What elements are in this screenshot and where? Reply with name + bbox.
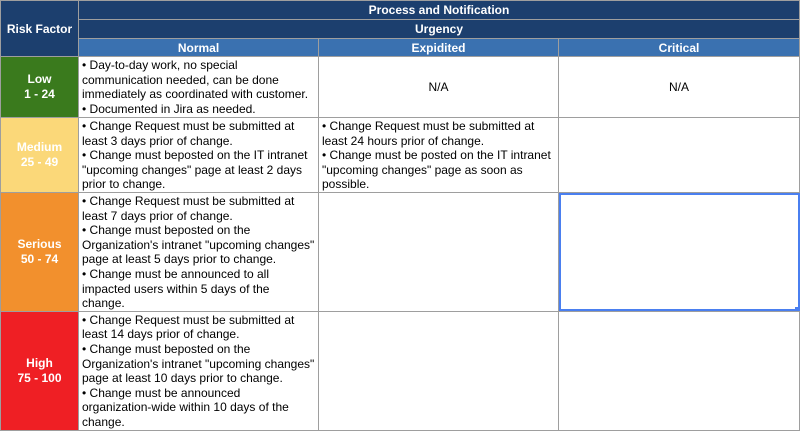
cell-text-line: • Change must beposted on the — [82, 341, 251, 356]
cell-serious-critical-selected[interactable] — [559, 193, 800, 312]
risk-range-label: 50 - 74 — [20, 251, 59, 266]
column-header-expedited[interactable] — [319, 39, 559, 57]
cell-text-line: immediately as coordinated with customer. — [82, 87, 309, 102]
cell-medium-normal[interactable] — [79, 118, 319, 193]
cell-text-line: • Change must beposted on the — [82, 223, 251, 238]
cell-text-line: least 3 days prior of change. — [82, 133, 233, 148]
cell-low-critical[interactable] — [559, 57, 800, 118]
cell-text-line: impacted users within 5 days of the change. — [82, 281, 270, 311]
cell-text-line: • Change must beposted on the IT intranet — [82, 148, 308, 163]
cell-text-line: • Documented in Jira as needed. — [82, 101, 256, 116]
column-header-label: Critical — [658, 40, 700, 55]
cell-text-line: prior to change. — [82, 177, 166, 192]
cell-text-line: least 24 hours prior of change. — [322, 133, 485, 148]
cell-na-text: N/A — [668, 80, 689, 94]
cell-low-normal[interactable] — [79, 57, 319, 118]
risk-range-label: 75 - 100 — [17, 370, 62, 385]
risk-level-label: High — [26, 355, 53, 370]
cell-text-line: • Change must be announced to all — [82, 266, 269, 281]
cell-text-line: organization-wide within 10 days of the — [82, 400, 289, 415]
risk-factor-header-cell[interactable] — [1, 1, 79, 57]
risk-factor-header: Risk Factor — [6, 21, 73, 36]
risk-cell-low[interactable] — [1, 57, 79, 118]
cell-text-line: • Change Request must be submitted at — [82, 312, 295, 327]
cell-text-line: • Change must be announced — [82, 385, 241, 400]
cell-high-critical[interactable] — [559, 311, 800, 430]
process-notification-header: Process and Notification — [368, 3, 510, 17]
cell-text-line: least 7 days prior of change. — [82, 208, 233, 223]
process-notification-header-cell[interactable] — [79, 1, 800, 20]
cell-text-line: Organization's intranet "upcoming changes" — [82, 356, 315, 371]
risk-range-label: 1 - 24 — [24, 87, 55, 101]
cell-medium-expedited[interactable] — [319, 118, 559, 193]
column-header-label: Normal — [177, 40, 220, 55]
column-header-normal[interactable] — [79, 39, 319, 57]
cell-text-line: page at least 5 days prior to change. — [82, 252, 277, 267]
cell-text-line: possible. — [322, 177, 370, 192]
cell-text-line: least 14 days prior of change. — [82, 327, 240, 342]
risk-cell-high[interactable] — [1, 311, 79, 430]
cell-text-line: "upcoming changes" page as soon as — [322, 162, 523, 177]
cell-text-line: • Change Request must be submitted at — [322, 119, 535, 133]
cell-serious-normal[interactable] — [79, 193, 319, 312]
urgency-header: Urgency — [414, 22, 464, 36]
cell-text-line: • Day-to-day work, no special — [82, 58, 238, 72]
cell-text-line: page at least 10 days prior to change. — [82, 371, 283, 386]
cell-text-line: "upcoming changes" page at least 2 days — [82, 162, 302, 177]
column-header-critical[interactable] — [559, 39, 800, 57]
risk-level-label: Medium — [16, 140, 63, 154]
cell-na-text: N/A — [428, 80, 449, 94]
urgency-header-cell[interactable] — [79, 20, 800, 39]
cell-text-line: Organization's intranet "upcoming changes" — [82, 237, 315, 252]
risk-range-label: 25 - 49 — [20, 155, 59, 169]
cell-low-expedited[interactable] — [319, 57, 559, 118]
cell-high-expedited[interactable] — [319, 311, 559, 430]
cell-text-line: change. — [82, 414, 125, 429]
cell-medium-critical[interactable] — [559, 118, 800, 193]
risk-level-label: Serious — [17, 236, 62, 251]
column-header-label: Expidited — [411, 40, 466, 55]
risk-cell-medium[interactable] — [1, 118, 79, 193]
cell-high-normal[interactable] — [79, 311, 319, 430]
cell-text-line: communication needed, can be done — [82, 72, 279, 87]
risk-cell-serious[interactable] — [1, 193, 79, 312]
cell-text-line: • Change must be posted on the IT intranet — [322, 148, 551, 163]
cell-serious-expedited[interactable] — [319, 193, 559, 312]
fill-handle[interactable] — [795, 307, 800, 312]
cell-text-line: • Change Request must be submitted at — [82, 119, 295, 133]
risk-level-label: Low — [27, 72, 52, 86]
cell-text-line: • Change Request must be submitted at — [82, 194, 295, 208]
